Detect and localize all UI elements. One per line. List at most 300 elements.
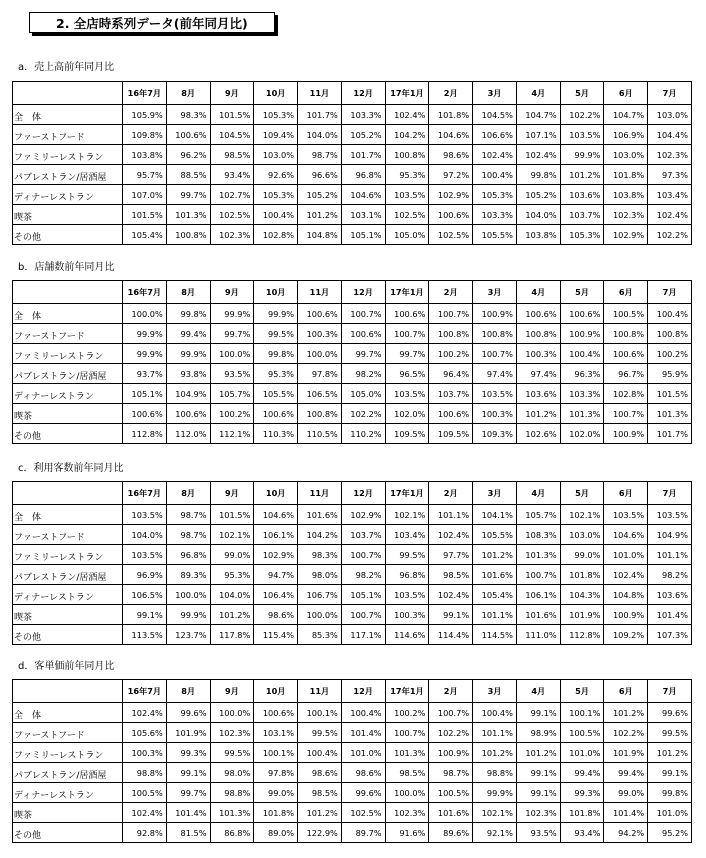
value-cell: 101.8% <box>604 165 648 185</box>
value-cell: 105.2% <box>516 185 560 205</box>
value-cell: 101.0% <box>341 743 385 763</box>
column-header: 12月 <box>341 482 385 505</box>
value-cell: 102.2% <box>648 225 692 245</box>
table-row <box>13 585 692 605</box>
value-cell: 104.2% <box>385 125 429 145</box>
value-cell: 89.0% <box>254 823 298 843</box>
value-cell: 100.7% <box>604 404 648 424</box>
column-header: 6月 <box>604 482 648 505</box>
value-cell: 100.0% <box>123 304 167 324</box>
value-cell: 100.6% <box>604 344 648 364</box>
value-cell: 100.2% <box>210 404 254 424</box>
value-cell: 104.3% <box>560 585 604 605</box>
value-cell: 95.9% <box>648 364 692 384</box>
value-cell: 100.7% <box>429 304 473 324</box>
column-header: 8月 <box>166 82 210 105</box>
value-cell: 98.2% <box>648 565 692 585</box>
value-cell: 103.4% <box>648 185 692 205</box>
value-cell: 105.0% <box>385 225 429 245</box>
column-header: 3月 <box>473 482 517 505</box>
value-cell: 101.8% <box>560 565 604 585</box>
value-cell: 100.6% <box>429 404 473 424</box>
column-header: 3月 <box>473 281 517 304</box>
value-cell: 112.0% <box>166 424 210 444</box>
column-header: 16年7月 <box>123 680 167 703</box>
value-cell: 103.3% <box>473 205 517 225</box>
value-cell: 102.1% <box>473 803 517 823</box>
value-cell: 97.4% <box>473 364 517 384</box>
table-row <box>13 364 692 384</box>
table-row <box>13 324 692 344</box>
value-cell: 100.5% <box>604 304 648 324</box>
value-cell: 100.6% <box>254 703 298 723</box>
value-cell: 97.3% <box>648 165 692 185</box>
value-cell: 104.8% <box>298 225 342 245</box>
value-cell: 99.1% <box>648 763 692 783</box>
value-cell: 100.9% <box>429 743 473 763</box>
value-cell: 102.3% <box>604 205 648 225</box>
value-cell: 93.5% <box>516 823 560 843</box>
value-cell: 99.5% <box>298 723 342 743</box>
value-cell: 104.8% <box>604 585 648 605</box>
column-header: 6月 <box>604 281 648 304</box>
column-header: 9月 <box>210 82 254 105</box>
value-cell: 98.5% <box>429 565 473 585</box>
value-cell: 105.0% <box>341 384 385 404</box>
value-cell: 100.7% <box>385 324 429 344</box>
table-row <box>13 145 692 165</box>
value-cell: 92.6% <box>254 165 298 185</box>
value-cell: 100.7% <box>341 605 385 625</box>
column-header: 10月 <box>254 482 298 505</box>
value-cell: 95.3% <box>210 565 254 585</box>
table-row <box>13 763 692 783</box>
value-cell: 99.6% <box>166 703 210 723</box>
header-corner <box>13 482 123 505</box>
value-cell: 100.9% <box>604 424 648 444</box>
value-cell: 102.1% <box>385 505 429 525</box>
value-cell: 106.7% <box>298 585 342 605</box>
value-cell: 101.8% <box>560 803 604 823</box>
value-cell: 105.3% <box>560 225 604 245</box>
column-header: 12月 <box>341 680 385 703</box>
value-cell: 100.0% <box>298 344 342 364</box>
value-cell: 102.0% <box>385 404 429 424</box>
value-cell: 98.3% <box>298 545 342 565</box>
table-row <box>13 625 692 645</box>
column-header: 11月 <box>298 482 342 505</box>
value-cell: 96.3% <box>560 364 604 384</box>
value-cell: 100.6% <box>385 304 429 324</box>
value-cell: 95.3% <box>254 364 298 384</box>
value-cell: 101.3% <box>385 743 429 763</box>
value-cell: 103.0% <box>254 145 298 165</box>
value-cell: 99.8% <box>166 304 210 324</box>
value-cell: 117.8% <box>210 625 254 645</box>
value-cell: 101.2% <box>473 743 517 763</box>
value-cell: 89.3% <box>166 565 210 585</box>
value-cell: 102.2% <box>560 105 604 125</box>
table-row <box>13 545 692 565</box>
value-cell: 102.4% <box>123 703 167 723</box>
row-label: ファーストフード <box>13 525 123 545</box>
value-cell: 109.8% <box>123 125 167 145</box>
value-cell: 101.5% <box>648 384 692 404</box>
column-header: 3月 <box>473 680 517 703</box>
value-cell: 100.8% <box>473 324 517 344</box>
value-cell: 101.3% <box>516 545 560 565</box>
table-row <box>13 404 692 424</box>
row-label: その他 <box>13 225 123 245</box>
value-cell: 98.0% <box>298 565 342 585</box>
column-header: 9月 <box>210 680 254 703</box>
value-cell: 102.1% <box>210 525 254 545</box>
value-cell: 89.7% <box>341 823 385 843</box>
value-cell: 99.5% <box>210 743 254 763</box>
value-cell: 106.9% <box>604 125 648 145</box>
column-header: 6月 <box>604 82 648 105</box>
value-cell: 99.9% <box>166 605 210 625</box>
value-cell: 92.8% <box>123 823 167 843</box>
row-label: パブレストラン/居酒屋 <box>13 165 123 185</box>
value-cell: 102.2% <box>604 723 648 743</box>
value-cell: 103.3% <box>341 105 385 125</box>
value-cell: 100.9% <box>604 605 648 625</box>
value-cell: 104.9% <box>166 384 210 404</box>
value-cell: 100.5% <box>123 783 167 803</box>
value-cell: 105.3% <box>473 185 517 205</box>
value-cell: 102.4% <box>648 205 692 225</box>
table-row <box>13 384 692 404</box>
value-cell: 112.1% <box>210 424 254 444</box>
value-cell: 113.5% <box>123 625 167 645</box>
value-cell: 102.5% <box>429 225 473 245</box>
value-cell: 101.3% <box>560 404 604 424</box>
value-cell: 99.7% <box>385 344 429 364</box>
value-cell: 102.1% <box>560 505 604 525</box>
value-cell: 99.9% <box>166 344 210 364</box>
value-cell: 101.2% <box>298 803 342 823</box>
value-cell: 94.7% <box>254 565 298 585</box>
value-cell: 99.9% <box>473 783 517 803</box>
row-label: 喫茶 <box>13 205 123 225</box>
header-row <box>13 281 692 304</box>
value-cell: 102.4% <box>429 525 473 545</box>
value-cell: 103.6% <box>648 585 692 605</box>
value-cell: 99.0% <box>560 545 604 565</box>
table-row <box>13 743 692 763</box>
value-cell: 81.5% <box>166 823 210 843</box>
value-cell: 101.6% <box>429 803 473 823</box>
value-cell: 105.1% <box>123 384 167 404</box>
row-label: ファミリーレストラン <box>13 145 123 165</box>
column-header: 7月 <box>648 281 692 304</box>
value-cell: 104.9% <box>648 525 692 545</box>
value-cell: 101.1% <box>429 505 473 525</box>
value-cell: 101.2% <box>516 404 560 424</box>
value-cell: 102.5% <box>341 803 385 823</box>
value-cell: 95.2% <box>648 823 692 843</box>
value-cell: 101.4% <box>166 803 210 823</box>
value-cell: 99.5% <box>648 723 692 743</box>
value-cell: 102.8% <box>604 384 648 404</box>
value-cell: 103.5% <box>473 384 517 404</box>
value-cell: 102.9% <box>341 505 385 525</box>
value-cell: 109.2% <box>604 625 648 645</box>
column-header: 2月 <box>429 82 473 105</box>
value-cell: 99.3% <box>560 783 604 803</box>
table-row <box>13 424 692 444</box>
value-cell: 100.5% <box>429 783 473 803</box>
value-cell: 102.7% <box>210 185 254 205</box>
table-row <box>13 565 692 585</box>
row-label: 全 体 <box>13 505 123 525</box>
value-cell: 112.8% <box>123 424 167 444</box>
value-cell: 102.6% <box>516 424 560 444</box>
value-cell: 100.2% <box>429 344 473 364</box>
value-cell: 103.8% <box>516 225 560 245</box>
value-cell: 95.7% <box>123 165 167 185</box>
value-cell: 99.3% <box>166 743 210 763</box>
column-header: 8月 <box>166 482 210 505</box>
table-row <box>13 225 692 245</box>
value-cell: 99.9% <box>123 344 167 364</box>
value-cell: 98.7% <box>298 145 342 165</box>
value-cell: 102.9% <box>604 225 648 245</box>
value-cell: 99.4% <box>560 763 604 783</box>
column-header: 5月 <box>560 680 604 703</box>
value-cell: 101.6% <box>473 565 517 585</box>
value-cell: 103.3% <box>560 384 604 404</box>
column-header: 17年1月 <box>385 482 429 505</box>
value-cell: 93.4% <box>210 165 254 185</box>
column-header: 2月 <box>429 482 473 505</box>
value-cell: 109.5% <box>385 424 429 444</box>
value-cell: 109.4% <box>254 125 298 145</box>
table-row <box>13 605 692 625</box>
value-cell: 98.8% <box>210 783 254 803</box>
value-cell: 93.4% <box>560 823 604 843</box>
value-cell: 102.3% <box>516 803 560 823</box>
value-cell: 98.7% <box>429 763 473 783</box>
table-row <box>13 125 692 145</box>
value-cell: 110.5% <box>298 424 342 444</box>
value-cell: 111.0% <box>516 625 560 645</box>
value-cell: 106.6% <box>473 125 517 145</box>
value-cell: 99.1% <box>516 703 560 723</box>
table-row <box>13 505 692 525</box>
value-cell: 100.4% <box>473 165 517 185</box>
value-cell: 100.8% <box>648 324 692 344</box>
value-cell: 100.3% <box>473 404 517 424</box>
value-cell: 88.5% <box>166 165 210 185</box>
value-cell: 100.3% <box>123 743 167 763</box>
header-row <box>13 82 692 105</box>
row-label: その他 <box>13 424 123 444</box>
value-cell: 99.5% <box>254 324 298 344</box>
value-cell: 101.0% <box>604 545 648 565</box>
table-row <box>13 185 692 205</box>
value-cell: 99.9% <box>254 304 298 324</box>
value-cell: 101.4% <box>341 723 385 743</box>
value-cell: 98.0% <box>210 763 254 783</box>
column-header: 6月 <box>604 680 648 703</box>
value-cell: 102.0% <box>560 424 604 444</box>
value-cell: 96.8% <box>385 565 429 585</box>
value-cell: 104.0% <box>298 125 342 145</box>
row-label: パブレストラン/居酒屋 <box>13 565 123 585</box>
value-cell: 101.0% <box>560 743 604 763</box>
value-cell: 104.0% <box>516 205 560 225</box>
value-cell: 89.6% <box>429 823 473 843</box>
row-label: ファミリーレストラン <box>13 545 123 565</box>
value-cell: 110.2% <box>341 424 385 444</box>
table-row <box>13 525 692 545</box>
value-cell: 99.9% <box>560 145 604 165</box>
header-row <box>13 482 692 505</box>
value-cell: 85.3% <box>298 625 342 645</box>
value-cell: 104.6% <box>341 185 385 205</box>
value-cell: 101.9% <box>604 743 648 763</box>
value-cell: 103.0% <box>648 105 692 125</box>
table-row <box>13 344 692 364</box>
row-label: 全 体 <box>13 304 123 324</box>
value-cell: 100.9% <box>473 304 517 324</box>
value-cell: 100.6% <box>123 404 167 424</box>
value-cell: 96.8% <box>341 165 385 185</box>
value-cell: 95.3% <box>385 165 429 185</box>
column-header: 9月 <box>210 281 254 304</box>
value-cell: 100.7% <box>429 703 473 723</box>
value-cell: 96.6% <box>298 165 342 185</box>
value-cell: 106.1% <box>516 585 560 605</box>
column-header: 7月 <box>648 82 692 105</box>
value-cell: 104.5% <box>210 125 254 145</box>
value-cell: 101.3% <box>166 205 210 225</box>
row-label: ファーストフード <box>13 125 123 145</box>
value-cell: 101.1% <box>648 545 692 565</box>
value-cell: 98.8% <box>473 763 517 783</box>
value-cell: 103.5% <box>560 125 604 145</box>
column-header: 17年1月 <box>385 680 429 703</box>
value-cell: 104.4% <box>648 125 692 145</box>
value-cell: 98.7% <box>166 525 210 545</box>
value-cell: 101.5% <box>210 505 254 525</box>
value-cell: 101.2% <box>560 165 604 185</box>
table-spend <box>12 679 692 843</box>
value-cell: 103.8% <box>604 185 648 205</box>
column-header: 10月 <box>254 281 298 304</box>
column-header: 11月 <box>298 281 342 304</box>
value-cell: 102.4% <box>516 145 560 165</box>
value-cell: 100.8% <box>429 324 473 344</box>
value-cell: 105.5% <box>254 384 298 404</box>
value-cell: 103.7% <box>341 525 385 545</box>
value-cell: 104.6% <box>604 525 648 545</box>
value-cell: 104.7% <box>604 105 648 125</box>
value-cell: 99.1% <box>123 605 167 625</box>
table-row <box>13 205 692 225</box>
row-label: 全 体 <box>13 703 123 723</box>
value-cell: 99.4% <box>604 763 648 783</box>
value-cell: 98.6% <box>341 763 385 783</box>
value-cell: 102.5% <box>385 205 429 225</box>
value-cell: 117.1% <box>341 625 385 645</box>
value-cell: 101.8% <box>429 105 473 125</box>
value-cell: 97.4% <box>516 364 560 384</box>
value-cell: 100.9% <box>560 324 604 344</box>
value-cell: 101.2% <box>604 703 648 723</box>
value-cell: 112.8% <box>560 625 604 645</box>
table-row <box>13 304 692 324</box>
value-cell: 100.4% <box>560 344 604 364</box>
value-cell: 99.5% <box>385 545 429 565</box>
value-cell: 96.4% <box>429 364 473 384</box>
value-cell: 103.6% <box>516 384 560 404</box>
value-cell: 101.1% <box>473 605 517 625</box>
value-cell: 98.8% <box>123 763 167 783</box>
value-cell: 100.2% <box>385 703 429 723</box>
value-cell: 100.1% <box>560 703 604 723</box>
header-corner <box>13 281 123 304</box>
value-cell: 101.6% <box>298 505 342 525</box>
row-label: その他 <box>13 823 123 843</box>
value-cell: 99.0% <box>210 545 254 565</box>
value-cell: 105.1% <box>341 585 385 605</box>
table-stores <box>12 280 692 444</box>
value-cell: 96.9% <box>123 565 167 585</box>
table-row <box>13 105 692 125</box>
row-label: ディナーレストラン <box>13 783 123 803</box>
value-cell: 104.6% <box>254 505 298 525</box>
row-label: ディナーレストラン <box>13 585 123 605</box>
value-cell: 101.9% <box>560 605 604 625</box>
value-cell: 106.4% <box>254 585 298 605</box>
value-cell: 96.2% <box>166 145 210 165</box>
value-cell: 100.6% <box>560 304 604 324</box>
column-header: 10月 <box>254 680 298 703</box>
value-cell: 105.4% <box>123 225 167 245</box>
section-label-spend: d．客単価前年同月比 <box>18 661 115 672</box>
value-cell: 102.4% <box>604 565 648 585</box>
value-cell: 103.0% <box>604 145 648 165</box>
value-cell: 114.4% <box>429 625 473 645</box>
value-cell: 105.2% <box>298 185 342 205</box>
column-header: 2月 <box>429 680 473 703</box>
value-cell: 104.6% <box>429 125 473 145</box>
column-header: 12月 <box>341 281 385 304</box>
value-cell: 105.3% <box>254 185 298 205</box>
value-cell: 99.9% <box>210 304 254 324</box>
table-row <box>13 165 692 185</box>
value-cell: 105.9% <box>123 105 167 125</box>
value-cell: 103.5% <box>123 505 167 525</box>
value-cell: 98.3% <box>166 105 210 125</box>
value-cell: 98.2% <box>341 565 385 585</box>
value-cell: 96.5% <box>385 364 429 384</box>
value-cell: 100.6% <box>254 404 298 424</box>
value-cell: 103.5% <box>648 505 692 525</box>
value-cell: 109.5% <box>429 424 473 444</box>
value-cell: 103.5% <box>385 384 429 404</box>
row-label: ファミリーレストラン <box>13 344 123 364</box>
value-cell: 94.2% <box>604 823 648 843</box>
value-cell: 103.5% <box>123 545 167 565</box>
value-cell: 101.4% <box>648 605 692 625</box>
value-cell: 100.5% <box>560 723 604 743</box>
value-cell: 103.8% <box>123 145 167 165</box>
value-cell: 100.2% <box>648 344 692 364</box>
